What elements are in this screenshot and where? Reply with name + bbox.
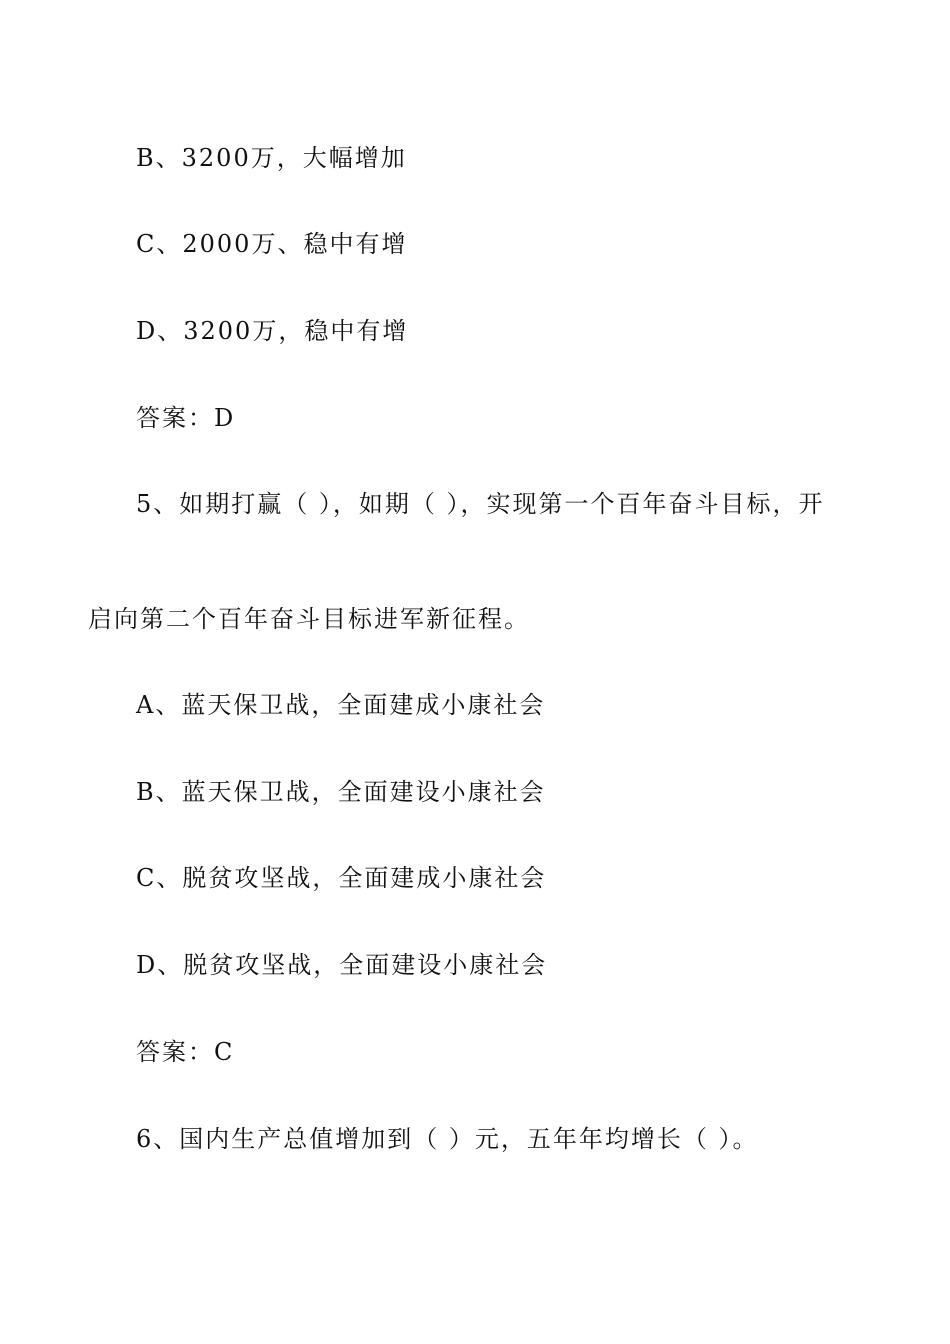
q5-option-a: A、蓝天保卫战，全面建成小康社会: [136, 691, 546, 719]
q4-option-d: D、3200万，稳中有增: [136, 317, 409, 345]
q5-question-line-1: 5、如期打赢（ ），如期（ ），实现第一个百年奋斗目标，开: [136, 490, 825, 518]
q5-option-c: C、脱贫攻坚战，全面建成小康社会: [136, 864, 547, 892]
q5-question-line-2: 启向第二个百年奋斗目标进军新征程。: [88, 605, 530, 633]
q4-answer: 答案：D: [136, 404, 236, 432]
q5-option-b: B、蓝天保卫战，全面建设小康社会: [136, 778, 546, 806]
q5-option-d: D、脱贫攻坚战，全面建设小康社会: [136, 951, 548, 979]
q6-question: 6、国内生产总值增加到（ ）元，五年年均增长（ ）。: [136, 1125, 759, 1153]
q4-option-b: B、3200万，大幅增加: [136, 144, 407, 172]
q4-option-c: C、2000万、稳中有增: [136, 230, 408, 258]
q5-answer: 答案：C: [136, 1038, 235, 1066]
